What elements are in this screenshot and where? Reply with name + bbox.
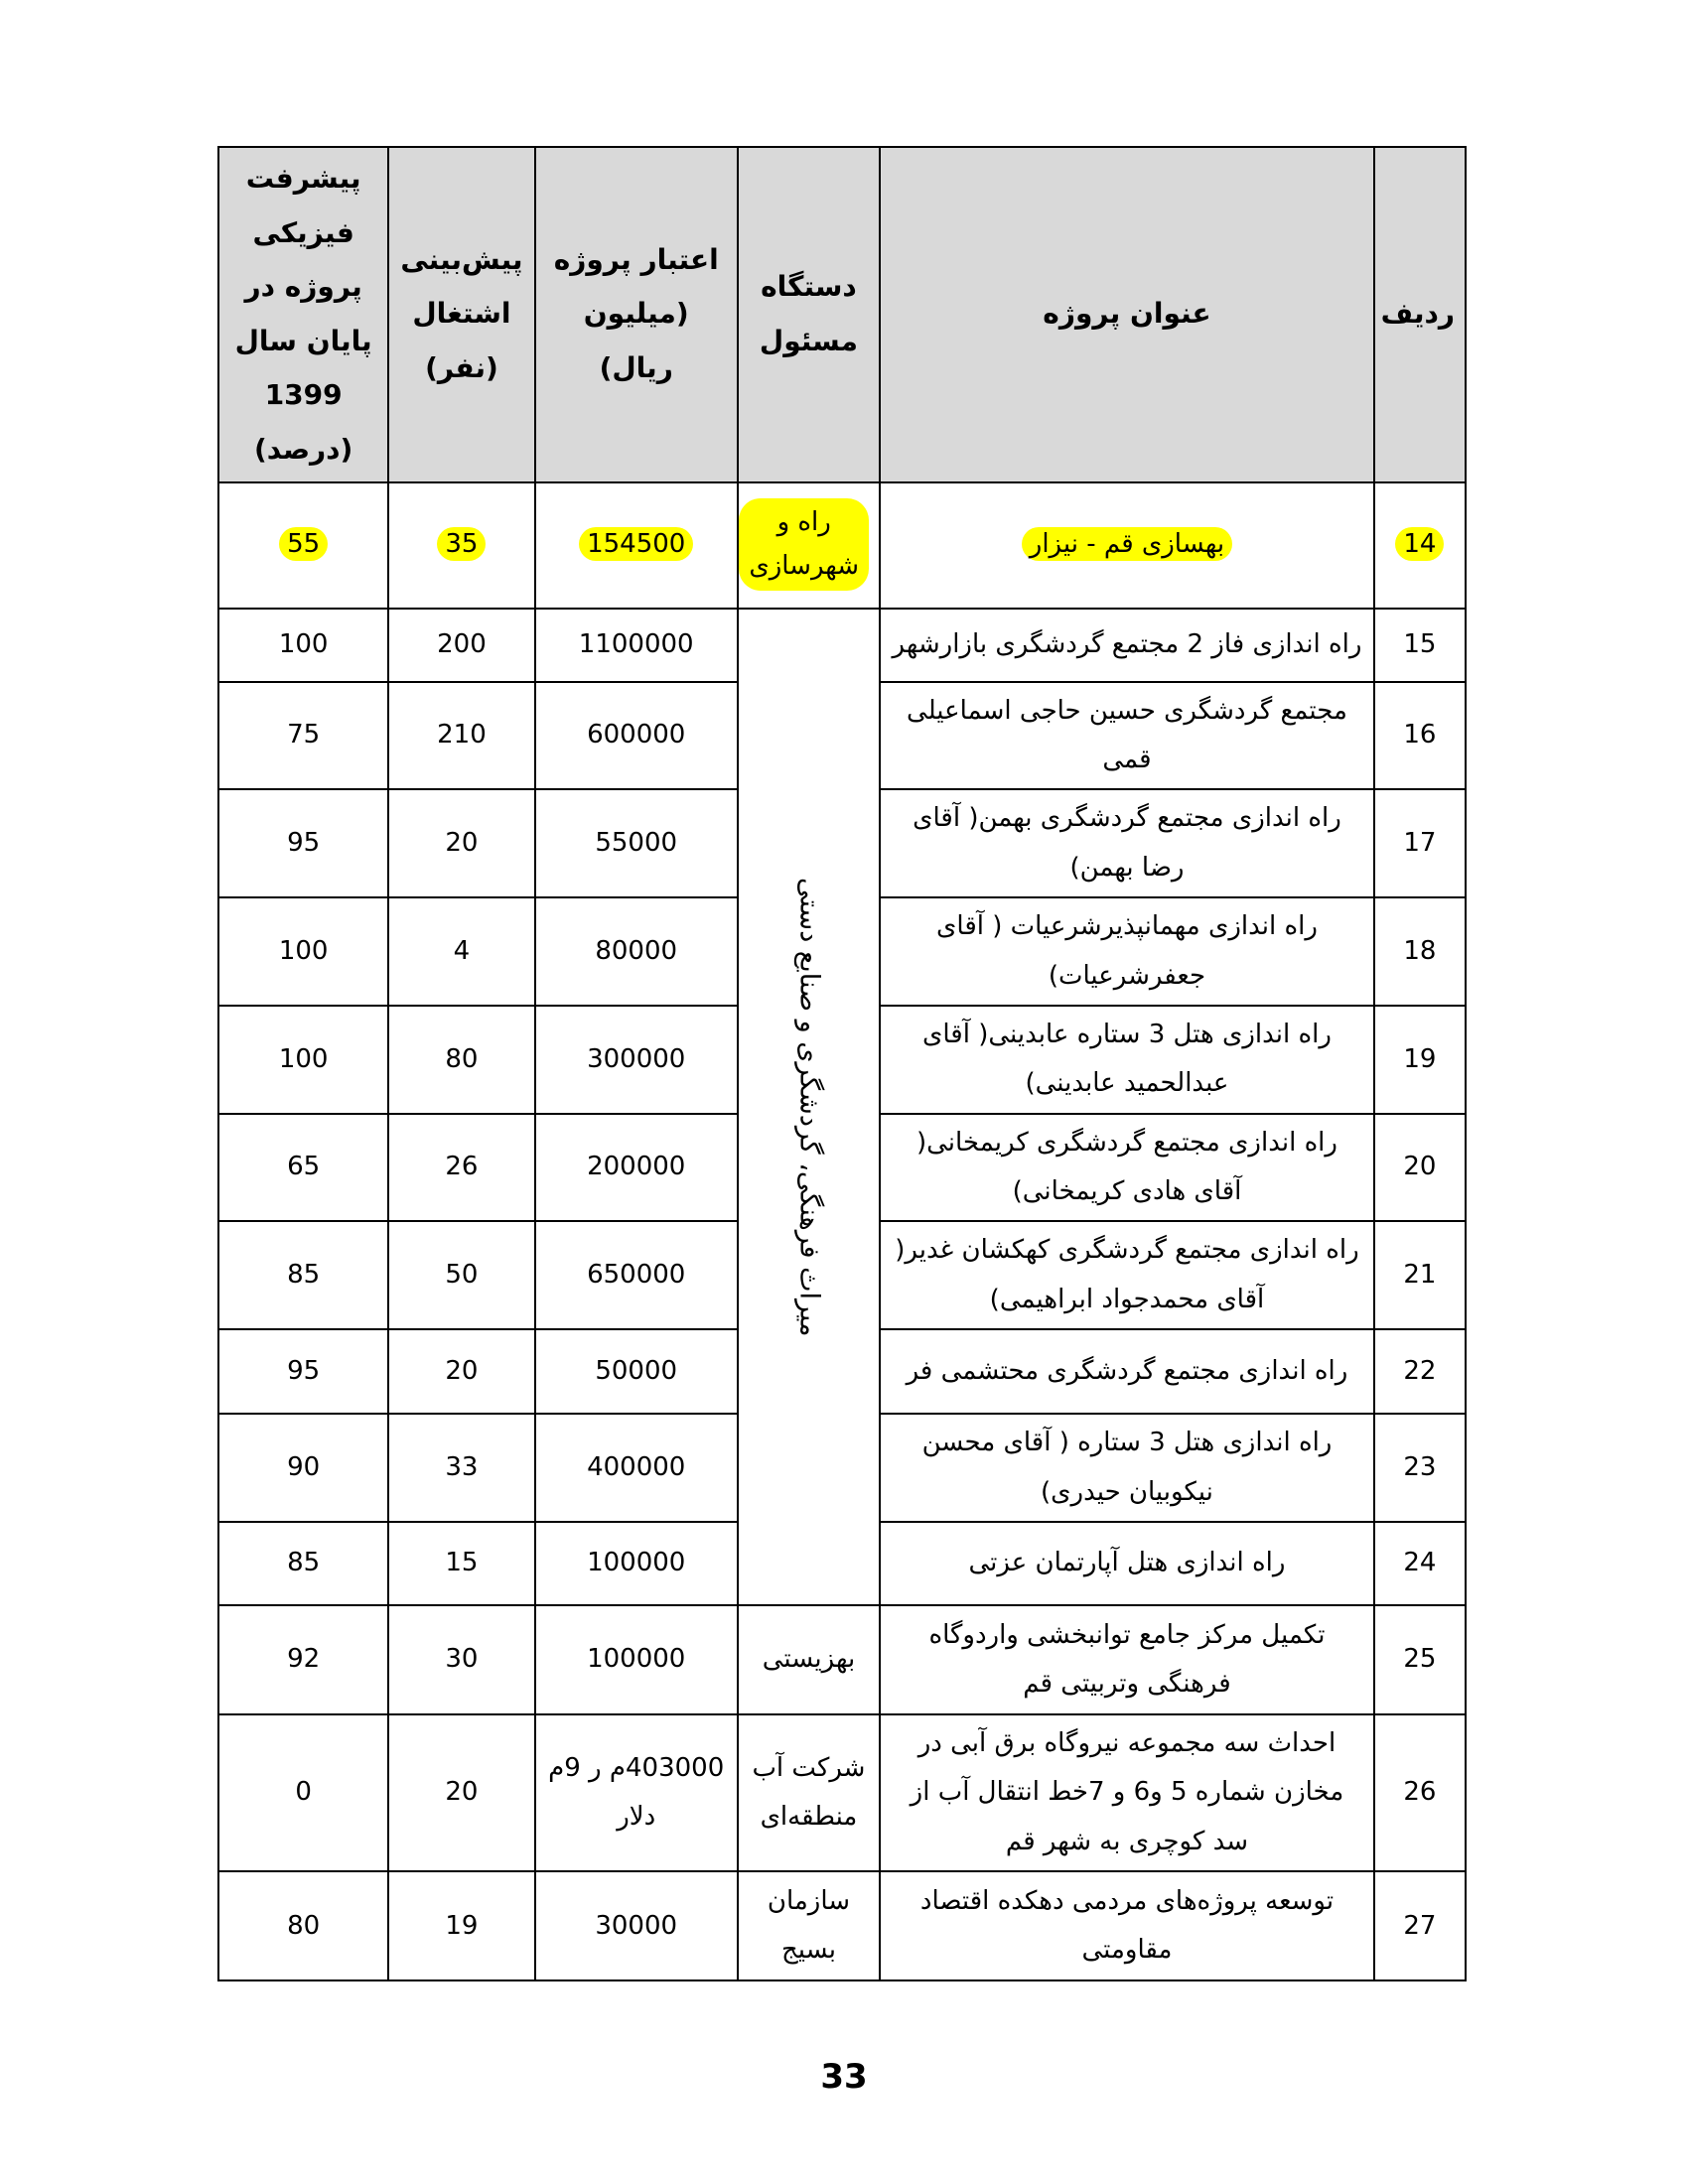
project-title: راه اندازی مجتمع گردشگری محتشمی فر — [880, 1329, 1374, 1414]
table-row — [218, 1605, 1466, 1714]
budget: 80000 — [535, 897, 738, 1006]
project-title: راه اندازی هتل آپارتمان عزتی — [880, 1522, 1374, 1605]
employment: 30 — [388, 1605, 534, 1714]
responsible-agency: راه و شهرسازی — [738, 482, 880, 609]
responsible-agency: بهزیستی — [738, 1605, 880, 1714]
physical-progress: 92 — [218, 1605, 388, 1714]
budget: 400000 — [535, 1414, 738, 1522]
physical-progress: 0 — [218, 1714, 388, 1871]
row-number: 18 — [1374, 897, 1466, 1006]
physical-progress: 90 — [218, 1414, 388, 1522]
employment: 200 — [388, 609, 534, 682]
budget: 200000 — [535, 1114, 738, 1222]
project-title: تکمیل مرکز جامع توانبخشی واردوگاه فرهنگی وتربیتی قم — [880, 1605, 1374, 1714]
employment: 26 — [388, 1114, 534, 1222]
responsible-agency-group — [738, 609, 880, 1605]
budget: 30000 — [535, 1871, 738, 1980]
physical-progress: 85 — [218, 1522, 388, 1605]
row-number: 21 — [1374, 1221, 1466, 1329]
header-physical-progress: پیشرفت فیزیکی پروژه در پایان سال 1399 (درصد) — [218, 147, 388, 482]
project-title: راه اندازی مجتمع گردشگری کهکشان غدیر( آقای محمدجواد ابراهیمی) — [880, 1221, 1374, 1329]
header-row — [218, 147, 1466, 482]
physical-progress: 95 — [218, 789, 388, 897]
header-employment: پیش‌بینی اشتغال (نفر) — [388, 147, 534, 482]
group-agency-label: میراث فرهنگی، گردشگری و صنایع دستی — [793, 877, 825, 1337]
row-number: 20 — [1374, 1114, 1466, 1222]
project-title: راه اندازی مجتمع گردشگری کریمخانی( آقای هادی کریمخانی) — [880, 1114, 1374, 1222]
employment: 15 — [388, 1522, 534, 1605]
table-row — [218, 1714, 1466, 1871]
row-number: 15 — [1374, 609, 1466, 682]
project-title: بهسازی قم - نیزار — [880, 482, 1374, 609]
employment: 20 — [388, 789, 534, 897]
employment: 4 — [388, 897, 534, 1006]
budget: 100000 — [535, 1605, 738, 1714]
budget: 403000م ر 9م دلار — [535, 1714, 738, 1871]
row-number: 25 — [1374, 1605, 1466, 1714]
employment: 20 — [388, 1329, 534, 1414]
row-number: 27 — [1374, 1871, 1466, 1980]
header-row-number: ردیف — [1374, 147, 1466, 482]
header-budget: اعتبار پروژه (میلیون ریال) — [535, 147, 738, 482]
table-row-highlighted — [218, 482, 1466, 609]
employment: 35 — [388, 482, 534, 609]
responsible-agency: سازمان بسیج — [738, 1871, 880, 1980]
row-number: 26 — [1374, 1714, 1466, 1871]
physical-progress: 100 — [218, 897, 388, 1006]
budget: 50000 — [535, 1329, 738, 1414]
employment: 210 — [388, 682, 534, 790]
responsible-agency: شرکت آب منطقه‌ای — [738, 1714, 880, 1871]
project-title: راه اندازی هتل 3 ستاره ( آقای محسن نیکوبیان حیدری) — [880, 1414, 1374, 1522]
budget: 600000 — [535, 682, 738, 790]
header-responsible-agency: دستگاه مسئول — [738, 147, 880, 482]
project-title: مجتمع گردشگری حسین حاجی اسماعیلی قمی — [880, 682, 1374, 790]
budget: 55000 — [535, 789, 738, 897]
project-title: راه اندازی مجتمع گردشگری بهمن( آقای رضا بهمن) — [880, 789, 1374, 897]
row-number: 14 — [1374, 482, 1466, 609]
budget: 1100000 — [535, 609, 738, 682]
physical-progress: 100 — [218, 1006, 388, 1114]
employment: 50 — [388, 1221, 534, 1329]
physical-progress: 95 — [218, 1329, 388, 1414]
physical-progress: 55 — [218, 482, 388, 609]
project-title: راه اندازی مهمانپذیرشرعیات ( آقای جعفرشرعیات) — [880, 897, 1374, 1006]
employment: 20 — [388, 1714, 534, 1871]
table-row — [218, 609, 1466, 682]
row-number: 17 — [1374, 789, 1466, 897]
project-title: راه اندازی فاز 2 مجتمع گردشگری بازارشهر — [880, 609, 1374, 682]
employment: 80 — [388, 1006, 534, 1114]
row-number: 19 — [1374, 1006, 1466, 1114]
header-project-title: عنوان پروژه — [880, 147, 1374, 482]
table-row — [218, 1871, 1466, 1980]
project-title: احداث سه مجموعه نیروگاه برق آبی در مخازن شماره 5 و6 و 7خط انتقال آب از سد کوچری به شهر قم — [880, 1714, 1374, 1871]
physical-progress: 80 — [218, 1871, 388, 1980]
project-title: راه اندازی هتل 3 ستاره عابدینی( آقای عبدالحمید عابدینی) — [880, 1006, 1374, 1114]
physical-progress: 100 — [218, 609, 388, 682]
physical-progress: 85 — [218, 1221, 388, 1329]
row-number: 22 — [1374, 1329, 1466, 1414]
physical-progress: 75 — [218, 682, 388, 790]
row-number: 24 — [1374, 1522, 1466, 1605]
row-number: 16 — [1374, 682, 1466, 790]
budget: 154500 — [535, 482, 738, 609]
projects-table — [217, 146, 1467, 1981]
budget: 300000 — [535, 1006, 738, 1114]
physical-progress: 65 — [218, 1114, 388, 1222]
row-number: 23 — [1374, 1414, 1466, 1522]
budget: 100000 — [535, 1522, 738, 1605]
budget: 650000 — [535, 1221, 738, 1329]
project-title: توسعه پروژه‌های مردمی دهکده اقتصاد مقاومتی — [880, 1871, 1374, 1980]
employment: 19 — [388, 1871, 534, 1980]
employment: 33 — [388, 1414, 534, 1522]
page-number: 33 — [820, 2057, 868, 2097]
